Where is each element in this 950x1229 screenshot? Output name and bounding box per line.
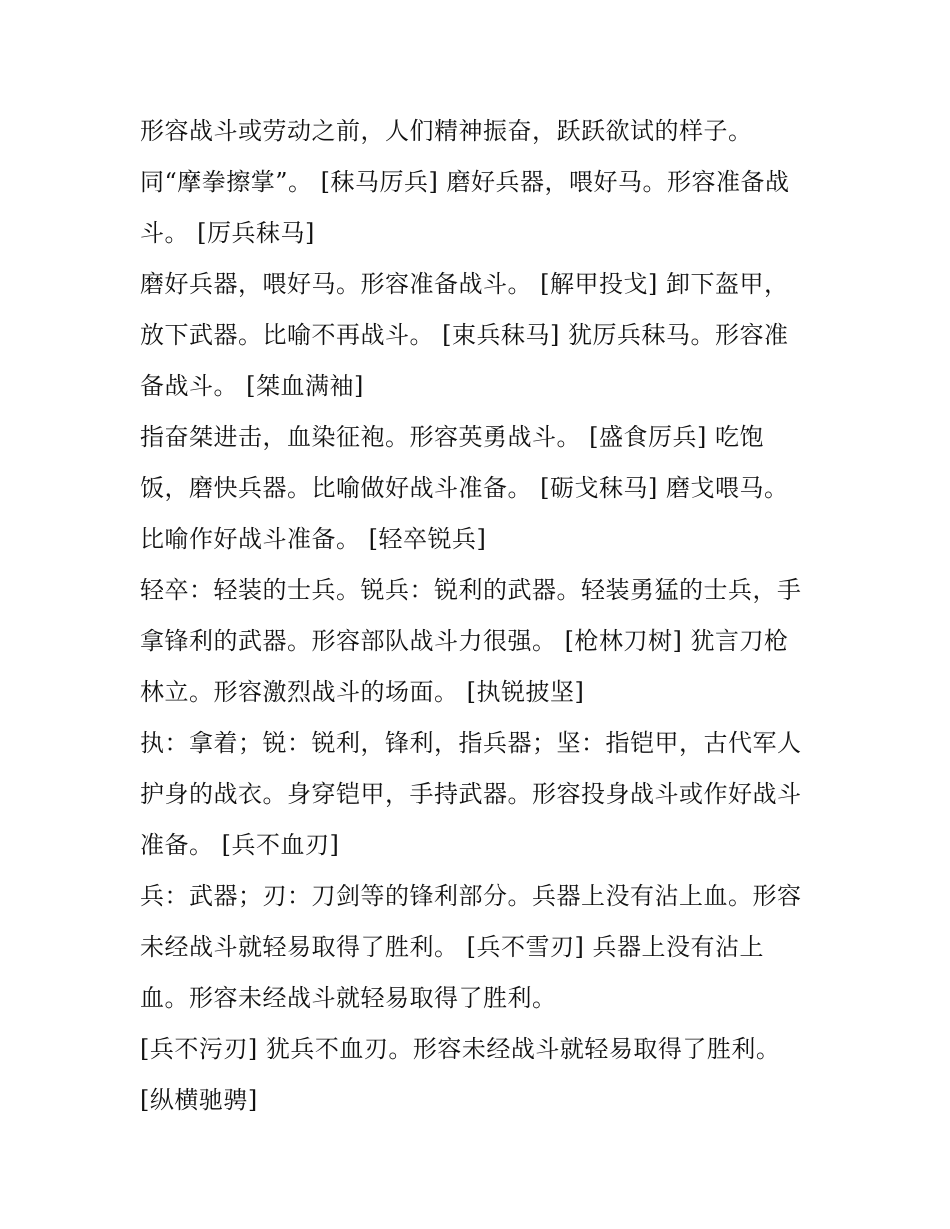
text-line: 轻卒：轻装的士兵。锐兵：锐利的武器。轻装勇猛的士兵，手	[140, 576, 802, 604]
document-body	[140, 106, 830, 1126]
text-line: 备战斗。 [桀血满袖]	[140, 372, 364, 400]
text-line: 未经战斗就轻易取得了胜利。 [兵不雪刃] 兵器上没有沾上	[140, 933, 764, 961]
text-line: [兵不污刃] 犹兵不血刃。形容未经战斗就轻易取得了胜利。	[140, 1035, 781, 1063]
text-line: 同“摩拳擦掌”。 [秣马厉兵] 磨好兵器，喂好马。形容准备战	[140, 168, 790, 196]
text-line: 准备。 [兵不血刃]	[140, 831, 340, 859]
text-line: 比喻作好战斗准备。 [轻卒锐兵]	[140, 525, 487, 553]
text-line: 斗。 [厉兵秣马]	[140, 219, 315, 247]
text-line: 指奋桀进击，血染征袍。形容英勇战斗。 [盛食厉兵] 吃饱	[140, 423, 764, 451]
text-line: [纵横驰骋]	[140, 1086, 258, 1114]
text-line: 兵：武器；刃：刀剑等的锋利部分。兵器上没有沾上血。形容	[140, 882, 802, 910]
text-line: 形容战斗或劳动之前，人们精神振奋，跃跃欲试的样子。	[140, 117, 753, 145]
text-line: 拿锋利的武器。形容部队战斗力很强。 [枪林刀树] 犹言刀枪	[140, 627, 789, 655]
text-line: 执：拿着；锐：锐利，锋利，指兵器；坚：指铠甲，古代军人	[140, 729, 802, 757]
text-line: 林立。形容激烈战斗的场面。 [执锐披坚]	[140, 678, 585, 706]
text-line: 血。形容未经战斗就轻易取得了胜利。	[140, 984, 557, 1012]
text-line: 磨好兵器，喂好马。形容准备战斗。 [解甲投戈] 卸下盔甲，	[140, 270, 789, 298]
text-line: 饭，磨快兵器。比喻做好战斗准备。 [砺戈秣马] 磨戈喂马。	[140, 474, 789, 502]
text-line: 放下武器。比喻不再战斗。 [束兵秣马] 犹厉兵秣马。形容准	[140, 321, 789, 349]
text-line: 护身的战衣。身穿铠甲，手持武器。形容投身战斗或作好战斗	[140, 780, 802, 808]
